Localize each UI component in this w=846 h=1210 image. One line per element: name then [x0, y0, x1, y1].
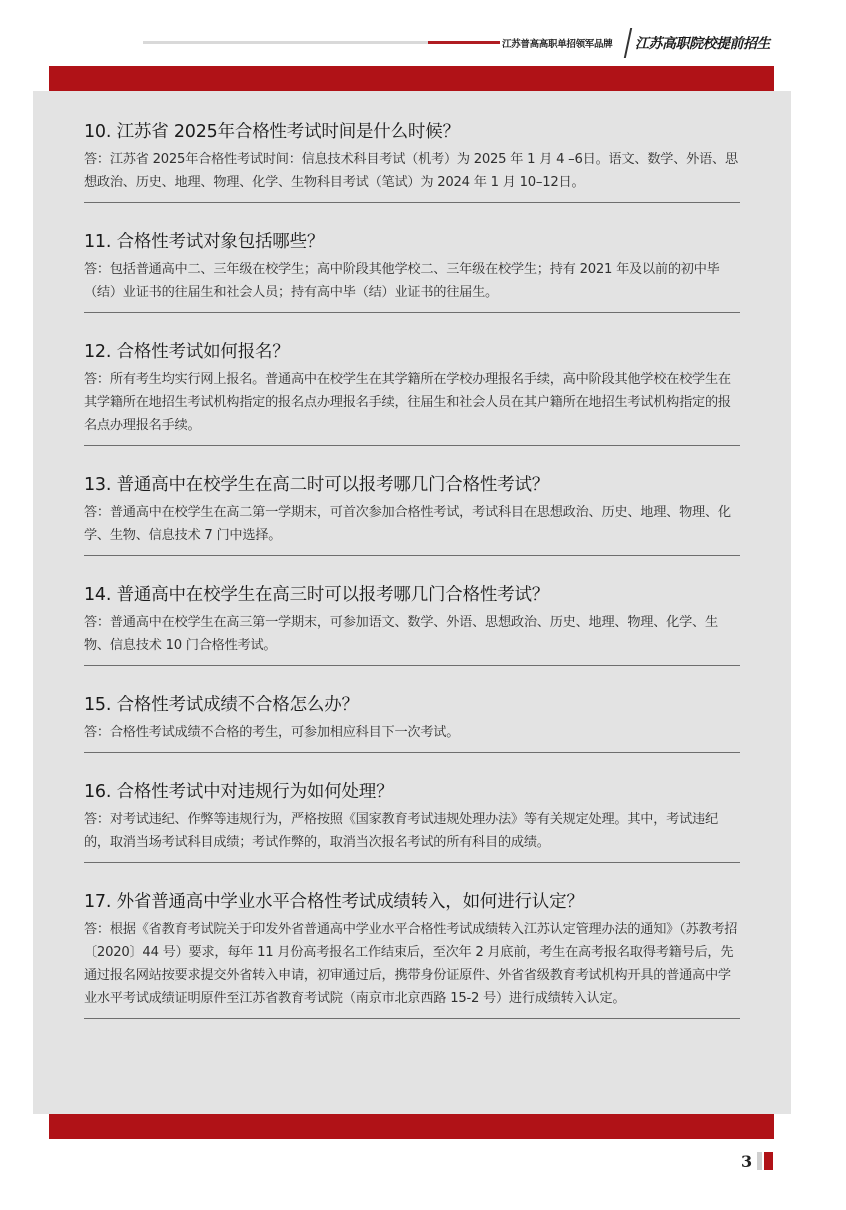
header-divider: [624, 28, 632, 58]
answer-11: 答：包括普通高中二、三年级在校学生；高中阶段其他学校二、三年级在校学生；持有 2021 年及以前的初中毕（结）业证书的往届生和社会人员；持有高中毕（结）业证书的往届生。: [84, 262, 720, 300]
answer-15: 答：合格性考试成绩不合格的考生，可参加相应科目下一次考试。: [84, 725, 460, 740]
header-grey-rule: [143, 41, 428, 44]
question-17: 17. 外省普通高中学业水平合格性考试成绩转入，如何进行认定？: [84, 892, 584, 912]
question-13: 13. 普通高中在校学生在高二时可以报考哪几门合格性考试？: [84, 475, 550, 495]
answer-10: 答：江苏省 2025年合格性考试时间：信息技术科目考试（机考）为 2025 年 1 月 4 –6日。语文、数学、外语、思想政治、历史、地理、物理、化学、生物科目考试（笔试）为 2024 年 1 月 10–12日。: [84, 152, 738, 190]
answer-12: 答：所有考生均实行网上报名。普通高中在校学生在其学籍所在学校办理报名手续，高中阶段其他学校在校学生在其学籍所在地招生考试机构指定的报名点办理报名手续，往届生和社会人员在其户籍所在地招生考试机构指定的报名点办理报名手续。: [84, 372, 731, 433]
answer-14: 答：普通高中在校学生在高三第一学期末，可参加语文、数学、外语、思想政治、历史、地理、物理、化学、生物、信息技术 10 门合格性考试。: [84, 615, 718, 653]
page-marker-red: [764, 1152, 773, 1170]
answer-16: 答：对考试违纪、作弊等违规行为，严格按照《国家教育考试违规处理办法》等有关规定处理。其中，考试违纪的，取消当场考试科目成绩；考试作弊的，取消当次报名考试的所有科目的成绩。: [84, 812, 718, 850]
qa-item-16: [84, 779, 740, 863]
qa-item-14: [84, 582, 740, 666]
qa-item-12: [84, 339, 740, 446]
page-number: 3: [741, 1152, 753, 1171]
qa-item-15: [84, 692, 740, 753]
qa-item-13: [84, 472, 740, 556]
header-title: 江苏高职院校提前招生: [635, 36, 770, 52]
qa-item-10: [84, 119, 740, 203]
answer-17: 答：根据《省教育考试院关于印发外省普通高中学业水平合格性考试成绩转入江苏认定管理办法的通知》（苏教考招〔2020〕44 号）要求，每年 11 月份高考报名工作结束后，至次年 2 月底前，考生在高考报名取得考籍号后，先通过报名网站按要求提交外省转入申请，初审通过后，携带身份证原件、外省省级教育考试机构开具的普通高中学业水平考试成绩证明原件至江苏省教育考试院（南京市北京西路 15-2 号）进行成绩转入认定。: [84, 922, 738, 1006]
question-15: 15. 合格性考试成绩不合格怎么办？: [84, 695, 359, 715]
answer-13: 答：普通高中在校学生在高二第一学期末，可首次参加合格性考试，考试科目在思想政治、历史、地理、物理、化学、生物、信息技术 7 门中选择。: [84, 505, 731, 543]
header-tagline: 江苏普高高职单招领军品牌: [502, 39, 613, 50]
qa-item-17: [84, 889, 740, 1019]
qa-item-11: [84, 229, 740, 313]
header-red-rule: [428, 41, 500, 44]
top-red-band: [49, 66, 774, 91]
qa-list: [84, 119, 740, 1045]
bottom-red-band: [49, 1114, 774, 1139]
question-14: 14. 普通高中在校学生在高三时可以报考哪几门合格性考试？: [84, 585, 550, 605]
question-10: 10. 江苏省 2025年合格性考试时间是什么时候？: [84, 122, 460, 142]
page-marker-grey: [757, 1152, 762, 1170]
question-16: 16. 合格性考试中对违规行为如何处理？: [84, 782, 394, 802]
question-12: 12. 合格性考试如何报名？: [84, 342, 290, 362]
question-11: 11. 合格性考试对象包括哪些？: [84, 232, 325, 252]
